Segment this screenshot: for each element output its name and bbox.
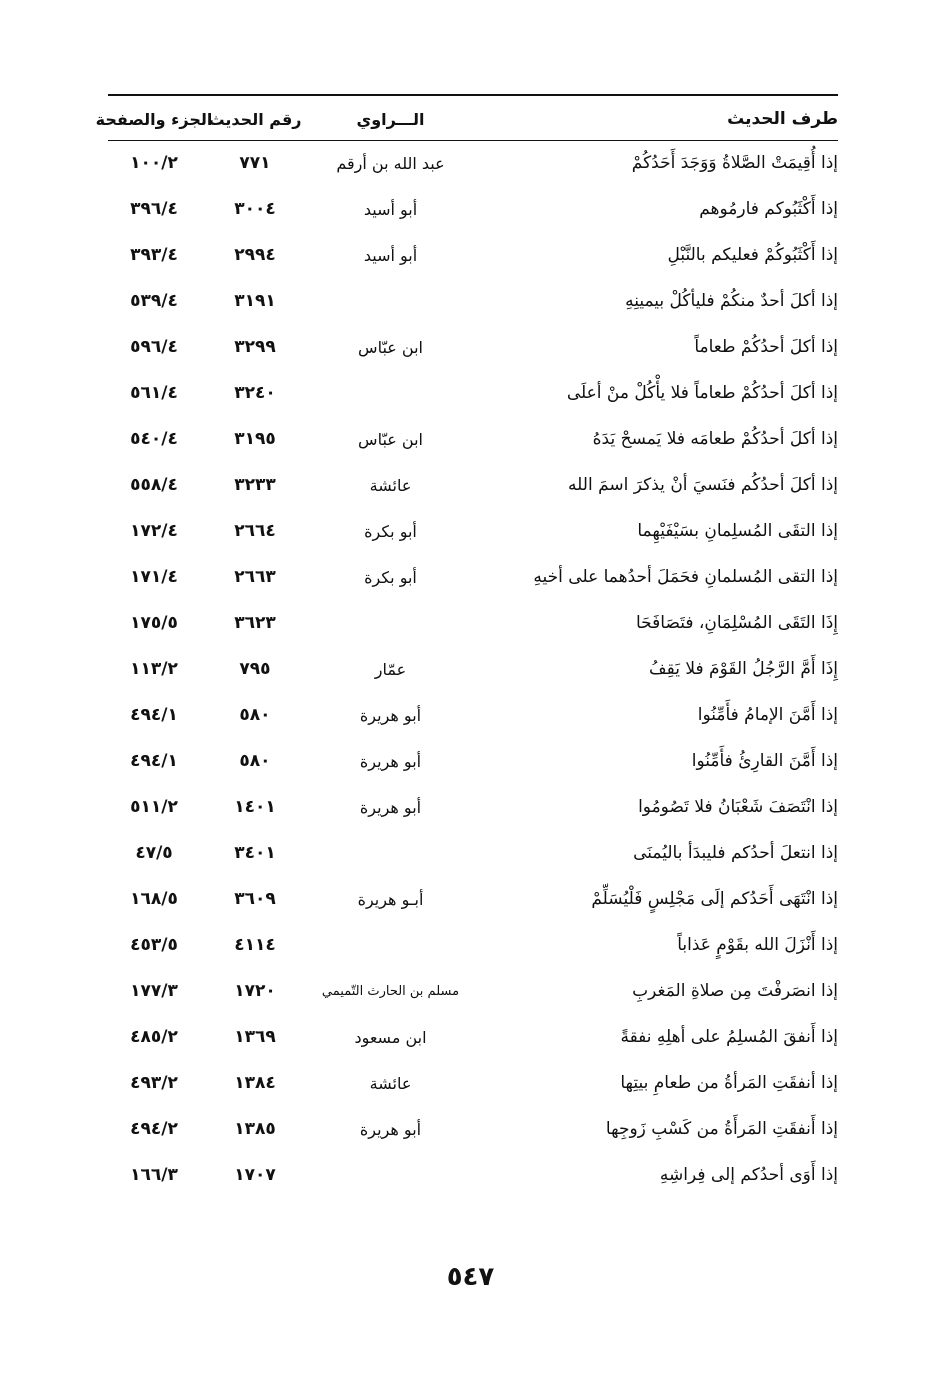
hadith-number-cell: ٣٦٠٩ [234,889,276,909]
table-row [108,922,838,968]
table-row [108,370,838,416]
table-row [108,232,838,278]
narrator-cell [308,830,473,876]
table-row [108,324,838,370]
hadith-number-cell: ٣٠٠٤ [234,199,276,219]
hadith-cell: إذا أُقِيمَتْ الصَّلاةُ وَوَجَدَ أَحَدُكُمْ [631,153,838,173]
hadith-cell: إذا التقَى المُسلِمانِ بسَيْفَيْهِما [637,521,838,541]
narrator-cell: عمّار [374,659,407,679]
volume-page-cell: ١٧٥/٥ [130,613,178,633]
narrator-cell: ابن عبّاس [358,337,423,357]
hadith-number-cell: ٤١١٤ [234,935,276,955]
top-rule [108,94,838,96]
table-row [108,1014,838,1060]
volume-page-cell: ١٠٠/٢ [130,153,178,173]
narrator-cell: أبو أسيد [363,199,418,219]
hadith-number-cell: ٣٤٠١ [234,843,276,863]
narrator-cell [308,922,473,968]
table-body [108,140,838,1198]
hadith-number-cell: ٣٢٣٣ [234,475,276,495]
narrator-cell: أبو هريرة [359,797,422,817]
hadith-index-table [95,98,838,1198]
hadith-number-cell: ٥٨٠ [239,751,271,771]
volume-page-cell: ٥٥٨/٤ [130,475,178,495]
narrator-cell [308,600,473,646]
hadith-cell: إذا أكلَ أحدٌ منكُمْ فليأكُلْ بيمينِهِ [625,291,838,311]
hadith-number-cell: ٥٨٠ [239,705,271,725]
volume-page-cell: ١١٣/٢ [130,659,178,679]
narrator-cell: عبد الله بن أرقم [336,153,445,173]
hadith-cell: إذا أكلَ أحدُكُم فنَسيَ أنْ يذكرَ اسمَ الله [568,475,838,495]
hadith-cell: إذا انْتَهَى أَحَدُكم إلَى مَجْلِسٍ فَلْيُسَلِّمْ [591,889,838,909]
hadith-number-cell: ٧٧١ [239,153,271,173]
narrator-cell: أبـو هريرة [357,889,424,909]
narrator-cell: أبو أسيد [363,245,418,265]
hadith-number-cell: ١٧٠٧ [234,1165,276,1185]
hadith-number-cell: ٣٢٤٠ [234,383,276,403]
hadith-cell: إذا أَنفقَ المُسلِمُ على أهلِهِ نفقةً [620,1027,838,1047]
hadith-number-cell: ١٣٨٥ [234,1119,276,1139]
hadith-number-cell: ٣١٩٥ [234,429,276,449]
hadith-cell: إذا التقى المُسلمانِ فحَمَلَ أحدُهما على أخيهِ [533,567,838,587]
narrator-cell [308,1152,473,1198]
hadith-number-cell: ٢٦٦٣ [234,567,276,587]
table-row [108,692,838,738]
hadith-cell: إذا أكلَ أحدُكُمْ طعاماً [694,337,838,357]
hadith-cell: إذا انصَرفْتَ مِن صلاةِ المَغربِ [632,981,838,1001]
hadith-cell: إذا أَمَّنَ الإمامُ فأَمِّنُوا [697,705,838,725]
table-row [108,554,838,600]
volume-page-cell: ٤٧/٥ [135,843,173,863]
volume-page-cell: ١٧٧/٣ [130,981,178,1001]
header-hadith: طرف الحديث [727,109,838,129]
narrator-cell: عائشة [369,475,412,495]
hadith-number-cell: ١٣٨٤ [234,1073,276,1093]
hadith-number-cell: ٧٩٥ [239,659,271,679]
hadith-cell: إذا أَنفقَتِ المَرأَةُ من كَسْبِ زَوجِها [605,1119,838,1139]
hadith-number-cell: ٢٩٩٤ [234,245,276,265]
table-row [108,876,838,922]
table-row [108,508,838,554]
narrator-cell [308,278,473,324]
hadith-cell: إِذَا أَمَّ الرَّجُلُ القَوْمَ فلا يَقِفُ [649,659,838,679]
table-row [108,600,838,646]
table-row [108,186,838,232]
hadith-cell: إذا أنفقَتِ المَرأةُ من طعامِ بيتِها [620,1073,838,1093]
header-number: رقم الحديث [208,109,302,129]
header-volume-page: الجزء والصفحة [95,109,213,129]
table-header [95,98,838,140]
volume-page-cell: ٤٩٤/١ [130,751,178,771]
volume-page-cell: ٥٤٠/٤ [130,429,178,449]
volume-page-cell: ٤٥٣/٥ [130,935,178,955]
table-row [108,1060,838,1106]
table-row [108,1106,838,1152]
hadith-cell: إِذَا التَقَى المُسْلِمَانِ، فتَصَافَحَا [636,613,838,633]
volume-page-cell: ٥٦١/٤ [130,383,178,403]
header-narrator: الـــراوي [356,109,425,129]
narrator-cell: عائشة [369,1073,412,1093]
narrator-cell: أبو هريرة [359,1119,422,1139]
hadith-cell: إذا انتعلَ أحدُكم فليبدَأ باليُمنَى [633,843,838,863]
hadith-cell: إذا أَمَّنَ القارِئُ فأَمِّنُوا [691,751,838,771]
hadith-cell: إذا أكلَ أحدُكُمْ طعاماً فلا يأْكُلْ منْ أعلَى [566,383,838,403]
table-row [108,462,838,508]
table-row [108,646,838,692]
narrator-cell: ابن عبّاس [358,429,423,449]
hadith-cell: إذا أَكْثَبُوكُمْ فعليكم بالنَّبْلِ [667,245,838,265]
hadith-number-cell: ٢٦٦٤ [234,521,276,541]
narrator-cell: أبو بكرة [364,521,417,541]
narrator-cell: أبو هريرة [359,705,422,725]
table-row [108,1152,838,1198]
table-row [108,278,838,324]
table-row [108,830,838,876]
hadith-cell: إذا أكلَ أحدُكُمْ طعامَه فلا يَمسحْ يَدَهُ [592,429,838,449]
narrator-cell [308,370,473,416]
volume-page-cell: ٤٩٣/٢ [130,1073,178,1093]
table-row [108,140,838,186]
hadith-number-cell: ٣٦٢٣ [234,613,276,633]
page-number: ٥٤٧ [446,1262,495,1292]
volume-page-cell: ١٦٨/٥ [130,889,178,909]
volume-page-cell: ٤٩٤/٢ [130,1119,178,1139]
hadith-cell: إذا أَنْزَلَ الله بقَوْمٍ عَذاباً [677,935,838,955]
volume-page-cell: ١٧١/٤ [130,567,178,587]
volume-page-cell: ٤٩٤/١ [130,705,178,725]
table-row [108,784,838,830]
narrator-cell: مسلم بن الحارث التّميمي [321,983,460,999]
hadith-cell: إذا أَوَى أحدُكم إلى فِراشِهِ [659,1165,838,1185]
hadith-number-cell: ٣١٩١ [234,291,276,311]
narrator-cell: ابن مسعود [354,1027,427,1047]
table-row [108,968,838,1014]
volume-page-cell: ١٧٢/٤ [130,521,178,541]
table-row [108,738,838,784]
volume-page-cell: ٣٩٣/٤ [130,245,178,265]
volume-page-cell: ٥١١/٢ [130,797,178,817]
volume-page-cell: ٤٨٥/٢ [130,1027,178,1047]
volume-page-cell: ٥٣٩/٤ [130,291,178,311]
narrator-cell: أبو بكرة [364,567,417,587]
hadith-number-cell: ١٣٦٩ [234,1027,276,1047]
table-row [108,416,838,462]
hadith-number-cell: ٣٢٩٩ [234,337,276,357]
narrator-cell: أبو هريرة [359,751,422,771]
hadith-number-cell: ١٤٠١ [234,797,276,817]
hadith-cell: إذا انْتَصَفَ شَعْبَانُ فلا تَصُومُوا [638,797,838,817]
hadith-cell: إذا أَكْثَبُوكم فارمُوهم [699,199,838,219]
volume-page-cell: ١٦٦/٣ [130,1165,178,1185]
volume-page-cell: ٥٩٦/٤ [130,337,178,357]
hadith-number-cell: ١٧٢٠ [234,981,276,1001]
volume-page-cell: ٣٩٦/٤ [130,199,178,219]
